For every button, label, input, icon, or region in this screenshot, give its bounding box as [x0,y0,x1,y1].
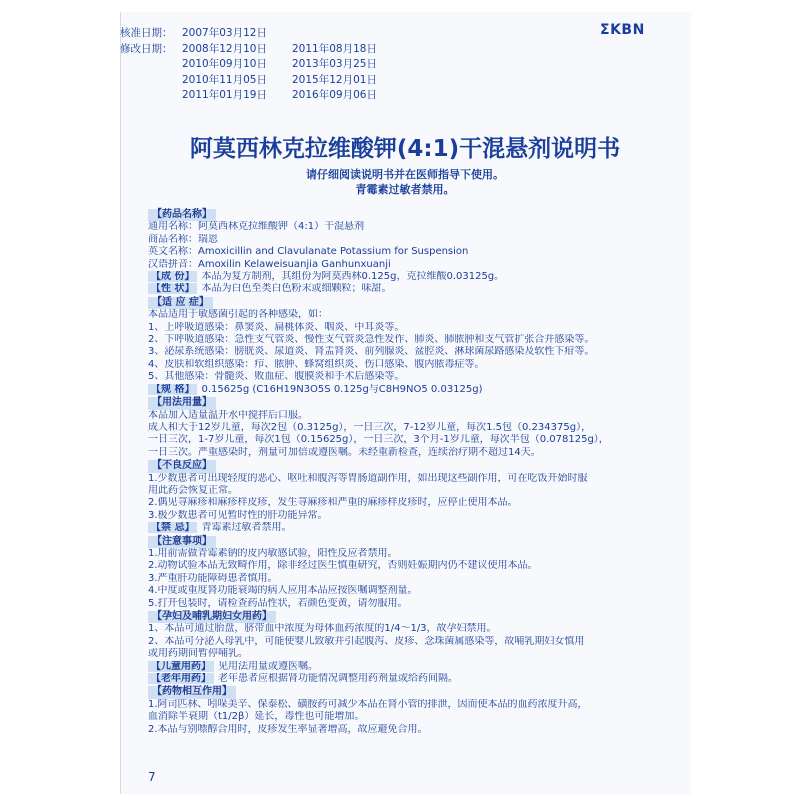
specification: 【规 格】 0.15625g (C16H19N3O5S 0.125g与C8H9NO5 0.03125g) [148,384,668,396]
page-number: 7 [148,770,156,784]
section-header-usage: 【用法用量】 [148,397,216,409]
english-name: 英文名称：Amoxicillin and Clavulanate Potassium for Suspension [148,246,469,258]
section-header-drug-name: 【药品名称】 [148,209,216,221]
subtitle-warning: 青霉素过敏者禁用。 [355,183,455,196]
section-header-indications: 【适 应 症】 [148,297,213,309]
section-header-pregnancy: 【孕妇及哺乳期妇女用药】 [148,611,276,623]
pinyin-name: 汉语拼音：Amoxilin Kelaweisuanjia Ganhunxuanji [148,258,391,270]
indication-line: 3、泌尿系统感染：膀胱炎、尿道炎、肾盂肾炎、前列腺炎、盆腔炎、淋球菌尿路感染及软性下疳等。 [148,346,595,358]
caution-line: 4.中度或重度肾功能衰竭的病人应用本品应按医嘱调整剂量。 [148,585,418,597]
indication-line: 5、其他感染：骨髓炎、败血症、腹膜炎和手术后感染等。 [148,371,405,383]
usage-line: 本品加入适量温开水中搅拌后口服。 [148,409,308,421]
caution-line: 3.严重肝功能障碍患者慎用。 [148,572,278,584]
approval-dates [120,26,377,104]
section-header-adverse: 【不良反应】 [148,460,216,472]
interaction-line: 1.阿司匹林、吲哚美辛、保泰松、磺胺药可减少本品在肾小管的排泄，因而使本品的血药浓度升高， [148,698,588,710]
caution-line: 2.动物试验本品无致畸作用，除非经过医生慎重研究，否则妊娠期内仍不建议使用本品。 [148,560,538,572]
caution-line: 5.打开包装时，请检查药品性状，若颜色变黄，请勿服用。 [148,597,408,609]
indication-line: 1、上呼吸道感染：鼻窦炎、扁桃体炎、咽炎、中耳炎等。 [148,321,405,333]
interaction-line: 2.本品与别嘌醇合用时，皮疹发生率显著增高，故应避免合用。 [148,723,428,735]
leaflet-content [148,208,668,736]
indication-line: 2、下呼吸道感染：急性支气管炎、慢性支气管炎急性发作、肺炎、肺脓肿和支气管扩张合并感染等。 [148,334,595,346]
approval-row: 2011年01月19日 2016年09月06日 [182,89,377,102]
elderly-usage: 【老年用药】 老年患者应根据肾功能情况调整用药剂量或给药间隔。 [148,673,668,685]
caution-line: 1.用前需做青霉素钠的皮内敏感试验，阳性反应者禁用。 [148,547,398,559]
usage-line: 一日三次。严重感染时，剂量可加倍或遵医嘱。未经重新检查，连续治疗期不超过14天。 [148,446,541,458]
usage-line: 一日三次，1-7岁儿童，每次1包（0.15625g），一日三次，3个月-1岁儿童，每次半包（0.078125g）， [148,434,609,446]
pregnancy-line: 或用药期间暂停哺乳。 [148,648,248,660]
section-header-interactions: 【药物相互作用】 [148,686,236,698]
adverse-line: 2.偶见荨麻疹和麻疹样皮疹，发生荨麻疹和严重的麻疹样皮疹时，应停止使用本品。 [148,497,518,509]
adverse-line: 1.少数患者可出现轻度的恶心、呕吐和腹泻等胃肠道副作用，如出现这些副作用，可在吃饭开始时服 [148,472,588,484]
contraindication: 【禁 忌】 青霉素过敏者禁用。 [148,522,668,534]
character: 【性 状】 本品为白色至类白色粉末或细颗粒；味甜。 [148,283,668,295]
pregnancy-line: 1、本品可通过胎盘，脐带血中浓度为母体血药浓度的1/4～1/3，故孕妇禁用。 [148,623,497,635]
generic-name: 通用名称：阿莫西林克拉维酸钾（4:1）干混悬剂 [148,221,365,233]
approval-row: 核准日期： 2007年03月12日 [120,27,267,39]
kbn-logo: ΣKBN [600,22,645,38]
composition: 【成 份】 本品为复方制剂，其组份为阿莫西林0.125g，克拉维酸0.03125g。 [148,271,668,283]
approval-row: 2010年11月05日 2015年12月01日 [182,73,377,86]
indication-line: 本品适用于敏感菌引起的各种感染，如： [148,309,328,321]
subtitle-instruction: 请仔细阅读说明书并在医师指导下使用。 [306,168,504,181]
adverse-line: 用此药会恢复正常。 [148,484,238,496]
approval-row: 修改日期： 2008年12月10日 2011年08月18日 [120,42,377,55]
usage-line: 成人和大于12岁儿童，每次2包（0.3125g），一日三次，7-12岁儿童，每次1.5包（0.234375g）， [148,421,592,433]
document-title: 阿莫西林克拉维酸钾(4:1)干混悬剂说明书 [189,136,621,162]
approval-row: 2010年09月10日 2013年03月25日 [182,58,377,71]
indication-line: 4、皮肤和软组织感染：疖、脓肿、蜂窝组织炎、伤口感染、腹内脓毒症等。 [148,358,485,370]
interaction-line: 血消除半衰期（t1/2β）延长，毒性也可能增加。 [148,711,365,723]
trade-name: 商品名称：瑞恩 [148,233,218,245]
adverse-line: 3.极少数患者可见暂时性的肝功能异常。 [148,509,328,521]
children-usage: 【儿童用药】 见用法用量或遵医嘱。 [148,661,668,673]
pregnancy-line: 2、本品可分泌入母乳中，可能使婴儿致敏并引起腹泻、皮疹、念珠菌属感染等，故哺乳期妇女慎用 [148,635,585,647]
section-header-cautions: 【注意事项】 [148,536,216,548]
